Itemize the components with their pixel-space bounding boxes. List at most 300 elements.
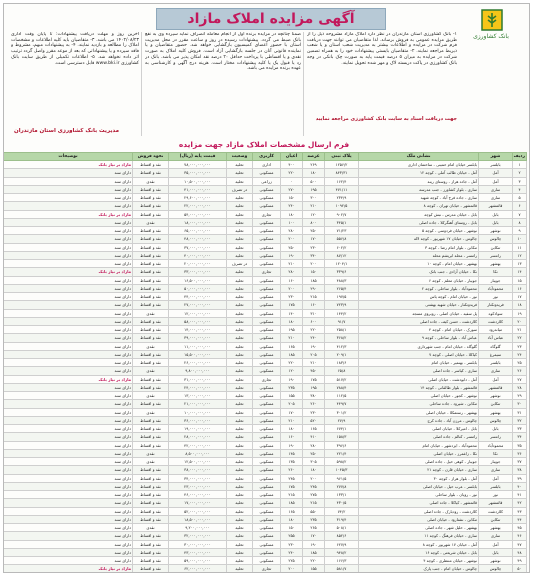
table-cell: دارای سند (4, 334, 133, 342)
table-cell: ۴ (513, 185, 527, 193)
table-cell: ۱۰۰ (281, 218, 303, 226)
table-cell: ۸۵۲/۶ (325, 532, 359, 540)
table-cell: نقد و اقساط (133, 515, 169, 523)
table-cell: نور (479, 491, 513, 499)
table-cell: ۱۸۰ (281, 317, 303, 325)
table-cell: تخلیه (227, 482, 253, 490)
table-cell: ۱۷ (513, 293, 527, 301)
table-cell: ۲۵۰ (303, 449, 325, 457)
table-cell: ۱۸۵ (303, 276, 325, 284)
table-cell: ۴۶ (513, 532, 527, 540)
table-row (4, 515, 527, 523)
table-cell: در تصرف (227, 260, 253, 268)
table-cell: آمل - جاده هراز - روستای رینه (359, 177, 479, 185)
advertisement-page (3, 3, 530, 573)
table-cell: مسکونی (253, 284, 281, 292)
table-cell: ساری (479, 532, 513, 540)
table-cell: مسکونی (253, 433, 281, 441)
table-cell: مسکونی (253, 260, 281, 268)
table-cell: ۲۸۰ (281, 268, 303, 276)
table-row (4, 235, 527, 243)
table-cell: ۲۰۵ (281, 400, 303, 408)
table-cell: ساری (479, 194, 513, 202)
table-cell: نقد و اقساط (133, 210, 169, 218)
table-cell: ۳۲ (513, 416, 527, 424)
table-cell: ۲۶۹ (303, 161, 325, 169)
table-cell: تخلیه (227, 540, 253, 548)
table-cell: آمل - بلوار هراز - کوچه ۳۰ (359, 474, 479, 482)
table-cell: دارای سند (4, 342, 133, 350)
table-cell: مازاد بر نیاز بانک (4, 268, 133, 276)
table-cell: نقد و اقساط (133, 482, 169, 490)
table-cell: ۳۰۱/۲ (325, 408, 359, 416)
table-cell: مسکونی (253, 532, 281, 540)
intro-column-middle: ضمنا چنانچه در مزایده برنده اول از انجام معامله انصراف نماید سپرده وی به نفع بانک ضبط می گردد. پیشنهادات رسیده در روز و ساعت مقرر در محل مدیریت استان با حضور اعضای کمیسیون بازگشایی خواهد شد. حضور متقاضیان و یا نماینده قانونی آنان در جلسه بازگشایی آزاد است. فروش کلیه املاک به صورت نقدی و یا اقساطی با پرداخت حداقل ۲۰ درصد نقد امکان پذیر می باشد. بانک در رد یا قبول یک یا کلیه پیشنهادات مختار است. هزینه درج آگهی و کارشناسی به عهده برنده مزایده می باشد. (145, 32, 301, 72)
table-cell: ۴۸ (513, 548, 527, 556)
table-cell: ۲۹,۶۰۰,۰۰۰,۰۰۰ (169, 194, 227, 202)
table-cell: تخلیه (227, 367, 253, 375)
table-cell: تجاری (253, 210, 281, 218)
table-cell: ۳۱ (513, 408, 527, 416)
table-cell: دارای سند (4, 449, 133, 457)
table-row (4, 375, 527, 383)
table-cell: ۴۷ (513, 540, 527, 548)
table-cell: ۹,۲۰۰,۰۰۰,۰۰۰ (169, 524, 227, 532)
table-cell: نقدی (133, 524, 169, 532)
table-cell: چالوس (479, 416, 513, 424)
table-row (4, 565, 527, 573)
table-cell: ۳۹ (513, 474, 527, 482)
table-cell: تخلیه (227, 276, 253, 284)
table-cell: رامسر - محله ابریشم محله (359, 251, 479, 259)
table-row (4, 557, 527, 565)
column-header: عرصه (303, 153, 325, 161)
table-cell: کلاردشت (479, 317, 513, 325)
table-cell: ۱۸,۵۰۰,۰۰۰,۰۰۰ (169, 515, 227, 523)
table-cell: کلاردشت (479, 507, 513, 515)
table-cell: سوادکوه (479, 309, 513, 317)
table-cell: آمل (479, 177, 513, 185)
table-cell: نقد و اقساط (133, 317, 169, 325)
table-row (4, 408, 527, 416)
table-cell: ۱۵,۵۰۰,۰۰۰,۰۰۰ (169, 350, 227, 358)
table-cell: ۱۵۰ (281, 194, 303, 202)
table-cell: ۱۸۵ (281, 499, 303, 507)
table-cell: تخلیه (227, 235, 253, 243)
table-cell: ۴۰,۰۰۰,۰۰۰,۰۰۰ (169, 251, 227, 259)
table-row (4, 301, 527, 309)
table-cell: ۲۳۰ (303, 408, 325, 416)
table-cell: ۱۴,۰۰۰,۰۰۰,۰۰۰ (169, 326, 227, 334)
table-cell: ۱۲,۵۰۰,۰۰۰,۰۰۰ (169, 458, 227, 466)
table-cell: ۱۶,۵۰۰,۰۰۰,۰۰۰ (169, 276, 227, 284)
table-cell: بهشهر - خیابان امام - کوچه ۱۰ (359, 260, 479, 268)
table-cell: نقد و اقساط (133, 548, 169, 556)
table-cell: قائمشهر - کیاکلا - جاده اصلی (359, 499, 479, 507)
column-header: نحوه فروش (133, 153, 169, 161)
table-cell: تخلیه (227, 309, 253, 317)
table-cell: ۶۲۷/۹ (325, 540, 359, 548)
table-cell: ۱۹۷/۵ (325, 293, 359, 301)
table-cell: ۱۹۰ (281, 375, 303, 383)
table-cell: ۱۶۰ (281, 433, 303, 441)
table-cell: ۱۳,۰۰۰,۰۰۰,۰۰۰ (169, 392, 227, 400)
table-cell: نوشهر (479, 557, 513, 565)
table-cell: ۲۱۰ (281, 334, 303, 342)
table-cell: ۱۲,۰۰۰,۰۰۰,۰۰۰ (169, 309, 227, 317)
table-cell: تخلیه (227, 301, 253, 309)
table-cell: ۳۶ (513, 449, 527, 457)
table-cell: ۴۹ (513, 557, 527, 565)
table-cell: ۱۱۲/۵ (325, 392, 359, 400)
table-cell: نقد و اقساط (133, 227, 169, 235)
table-row (4, 425, 527, 433)
table-cell: مازاد بر نیاز بانک (4, 565, 133, 573)
table-cell: ۱۵۵ (281, 392, 303, 400)
table-cell: نقد و اقساط (133, 540, 169, 548)
table-cell: ساری (479, 367, 513, 375)
table-cell: ۴۴,۰۰۰,۰۰۰,۰۰۰ (169, 293, 227, 301)
table-cell: ۲۲ (513, 334, 527, 342)
table-cell: ۴۰ (513, 482, 527, 490)
table-cell: تخلیه (227, 202, 253, 210)
table-cell: ۶۵,۰۰۰,۰۰۰,۰۰۰ (169, 227, 227, 235)
table-cell: نقدی (133, 408, 169, 416)
table-cell: بهشهر (479, 524, 513, 532)
table-cell: ۲۹ (513, 392, 527, 400)
table-cell: ۱۹۵ (281, 326, 303, 334)
table-cell: نوشهر - خیابان منتظری - کوچه ۴ (359, 557, 479, 565)
table-cell: ۱۲ (513, 251, 527, 259)
table-cell: مسکونی (253, 251, 281, 259)
table-cell: نقد و اقساط (133, 425, 169, 433)
table-cell: محمودآباد (479, 284, 513, 292)
table-cell: بهشهر (479, 260, 513, 268)
table-cell: قائمشهر (479, 383, 513, 391)
table-cell: تخلیه (227, 342, 253, 350)
table-cell: مسکونی (253, 383, 281, 391)
table-cell: سورک - خیابان امام - کوچه ۴ (359, 326, 479, 334)
table-cell: دارای سند (4, 169, 133, 177)
table-cell: مسکونی (253, 185, 281, 193)
table-cell: آمل (479, 169, 513, 177)
table-cell: نقد و اقساط (133, 284, 169, 292)
table-cell: ۵۵۶/۸ (325, 235, 359, 243)
table-cell: ۲۰ (513, 317, 527, 325)
table-cell: ۲۳۰ (303, 243, 325, 251)
table-cell: مسکونی (253, 507, 281, 515)
table-cell: زراعی (253, 177, 281, 185)
table-cell: ۲۸ (513, 383, 527, 391)
table-cell: ۲۰۰ (303, 474, 325, 482)
table-cell: ۲۱۰ (281, 416, 303, 424)
table-cell: دارای سند (4, 474, 133, 482)
table-cell: ۴۶,۰۰۰,۰۰۰,۰۰۰ (169, 491, 227, 499)
table-row (4, 284, 527, 292)
table-cell: ۱۲۰۴/۱ (325, 260, 359, 268)
table-cell: ۴۲,۰۰۰,۰۰۰,۰۰۰ (169, 441, 227, 449)
table-cell: ۵۴,۰۰۰,۰۰۰,۰۰۰ (169, 210, 227, 218)
table-cell: تخلیه (227, 416, 253, 424)
table-cell: ۱۱ (513, 243, 527, 251)
column-header: توضیحات (4, 153, 133, 161)
table-cell: نقد و اقساط (133, 416, 169, 424)
table-cell: تخلیه (227, 400, 253, 408)
table-cell: ۱۹۵ (303, 185, 325, 193)
table-cell: دارای سند (4, 400, 133, 408)
table-cell: نقد و اقساط (133, 565, 169, 573)
table-cell: ۲۲۰ (303, 326, 325, 334)
table-cell: نقدی (133, 449, 169, 457)
table-cell: نقد و اقساط (133, 557, 169, 565)
table-cell: ۵۸,۰۰۰,۰۰۰,۰۰۰ (169, 317, 227, 325)
table-cell: تخلیه (227, 284, 253, 292)
table-cell: تخلیه (227, 491, 253, 499)
table-cell: دارای سند (4, 540, 133, 548)
column-header: قیمت پایه (ریال) (169, 153, 227, 161)
table-cell: ۳۹,۰۰۰,۰۰۰,۰۰۰ (169, 334, 227, 342)
table-row (4, 507, 527, 515)
table-cell: ۲۷۰ (281, 185, 303, 193)
table-row (4, 169, 527, 177)
table-cell: عباس آباد - بلوار ساحلی - کوچه ۹ (359, 334, 479, 342)
table-cell: ۹۰۲/۷ (325, 210, 359, 218)
table-cell: مسکونی (253, 359, 281, 367)
table-cell: ۱۷۰ (281, 408, 303, 416)
table-row (4, 293, 527, 301)
table-cell: ۵۲,۰۰۰,۰۰۰,۰۰۰ (169, 507, 227, 515)
table-row (4, 202, 527, 210)
table-cell: مسکونی (253, 458, 281, 466)
table-cell: نقدی (133, 392, 169, 400)
table-cell: مازاد بر نیاز بانک (4, 210, 133, 218)
table-cell: بابل - خیابان شریعتی - کوچه ۱۶ (359, 548, 479, 556)
table-cell: تخلیه (227, 227, 253, 235)
table-cell: بابل - روستای آهنگرکلا - جاده اصلی (359, 218, 479, 226)
table-cell: ۱۸۰ (303, 169, 325, 177)
table-cell: ۲۸,۰۰۰,۰۰۰,۰۰۰ (169, 433, 227, 441)
table-cell: ۱۶۰ (281, 276, 303, 284)
table-row (4, 326, 527, 334)
table-cell: ۳۵,۰۰۰,۰۰۰,۰۰۰ (169, 169, 227, 177)
table-cell: ۷۸۸/۴ (325, 383, 359, 391)
table-cell: ۲۴۰ (281, 202, 303, 210)
table-cell: تخلیه (227, 557, 253, 565)
table-cell: مسکونی (253, 276, 281, 284)
table-cell: ۱۵۸/۳ (325, 433, 359, 441)
table-cell: مسکونی (253, 540, 281, 548)
table-cell: نقد و اقساط (133, 334, 169, 342)
table-cell: ۲۱۵ (303, 293, 325, 301)
table-cell: دارای سند (4, 458, 133, 466)
table-cell: ۱۵ (513, 276, 527, 284)
table-cell: ۱۶۵ (303, 425, 325, 433)
table-cell: نوشهر - کجور - خیابان اصلی (359, 392, 479, 400)
table-cell: مسکونی (253, 400, 281, 408)
table-cell: ۵۰۰ (303, 177, 325, 185)
table-cell: آمل - خیابان ۱۷ شهریور - کوچه ۸ (359, 540, 479, 548)
table-cell: ۲۷/۹ (325, 416, 359, 424)
table-cell: ۵۰۸/۱ (325, 524, 359, 532)
table-cell: تخلیه (227, 359, 253, 367)
table-cell: تخلیه (227, 425, 253, 433)
wheat-icon (479, 7, 505, 33)
table-cell: چالوس - خیابان ۱۷ شهریور - کوچه لاله (359, 235, 479, 243)
table-cell: نقد و اقساط (133, 235, 169, 243)
table-cell: ۲۰۰ (281, 235, 303, 243)
column-header: پلاک ثبتی (325, 153, 359, 161)
table-cell: ۲۸۰ (281, 227, 303, 235)
table-cell: ۲۵۸/۱ (325, 326, 359, 334)
table-cell: ۱۷۵ (281, 482, 303, 490)
table-cell: قائمشهر - بلوار طالقانی - کوچه ۱۴ (359, 383, 479, 391)
table-cell: بابل (479, 218, 513, 226)
table-cell: مسکونی (253, 515, 281, 523)
table-cell: ۳۰۰ (303, 194, 325, 202)
table-cell: ۲۱۰ (281, 260, 303, 268)
table-cell: ۳۱۰ (303, 309, 325, 317)
table-row (4, 482, 527, 490)
table-row (4, 317, 527, 325)
column-divider (141, 32, 142, 136)
table-cell: ۲۰۵ (303, 350, 325, 358)
table-cell: تخلیه (227, 565, 253, 573)
table-cell: بهشهر (479, 408, 513, 416)
table-cell: نکا - خیابان آزادی - جنب بانک (359, 268, 479, 276)
table-cell: ۱۰ (513, 235, 527, 243)
table-cell: تخلیه (227, 515, 253, 523)
table-cell: رامسر (479, 433, 513, 441)
table-cell: ۴۱۰ (303, 433, 325, 441)
table-row (4, 309, 527, 317)
table-cell: ۲۴۵ (303, 482, 325, 490)
table-cell: دارای سند (4, 367, 133, 375)
table-cell: ۱۹۰ (303, 342, 325, 350)
properties-table (3, 152, 527, 573)
table-cell: ۷۲۳/۹ (325, 301, 359, 309)
table-cell: ۱۷,۰۰۰,۰۰۰,۰۰۰ (169, 499, 227, 507)
table-cell: بابل - امیرکلا - خیابان اصلی (359, 425, 479, 433)
table-title: فرم ارسال مشخصات املاک مازاد جهت مزایده (178, 140, 350, 149)
table-cell: سیمرغ (479, 350, 513, 358)
table-cell: محمودآباد (479, 441, 513, 449)
table-row (4, 218, 527, 226)
table-cell: تخلیه (227, 441, 253, 449)
table-cell: ۱۶۵ (281, 507, 303, 515)
table-cell: جویبار - کوهی خیل - جاده اصلی (359, 458, 479, 466)
table-cell: دارای سند (4, 383, 133, 391)
table-cell: تخلیه (227, 532, 253, 540)
table-cell: جویبار (479, 458, 513, 466)
table-cell: ۳۴۵/۱ (325, 218, 359, 226)
table-cell: نقد و اقساط (133, 350, 169, 358)
table-cell: تخلیه (227, 194, 253, 202)
table-cell: در تصرف (227, 185, 253, 193)
table-cell: نور (479, 293, 513, 301)
table-cell: نقد و اقساط (133, 491, 169, 499)
column-header: اعیان (281, 153, 303, 161)
table-cell: تخلیه (227, 350, 253, 358)
table-cell: تخلیه (227, 210, 253, 218)
table-cell: تنکابن - شیرود - جاده ساحلی (359, 400, 479, 408)
table-cell: تخلیه (227, 458, 253, 466)
table-cell: دارای سند (4, 515, 133, 523)
table-cell: دارای سند (4, 227, 133, 235)
table-row (4, 441, 527, 449)
table-cell: ۲۵۰ (281, 243, 303, 251)
table-cell: مسکونی (253, 326, 281, 334)
bank-name: بانک کشاورزی (473, 33, 509, 40)
table-cell: مسکونی (253, 218, 281, 226)
table-cell: مازاد بر نیاز بانک (4, 161, 133, 169)
table-row (4, 350, 527, 358)
table-cell: دارای سند (4, 284, 133, 292)
table-cell: ۵۸۱/۷ (325, 565, 359, 573)
table-cell: ۲۷,۰۰۰,۰۰۰,۰۰۰ (169, 301, 227, 309)
table-row (4, 268, 527, 276)
table-cell: تجاری (253, 565, 281, 573)
table-cell: نقد و اقساط (133, 194, 169, 202)
table-cell: تجاری (253, 375, 281, 383)
table-cell: چالوس - مرزن آباد - جاده کرج (359, 416, 479, 424)
table-cell: تخلیه (227, 499, 253, 507)
table-cell: نقد و اقساط (133, 326, 169, 334)
table-cell: مازاد بر نیاز بانک (4, 375, 133, 383)
table-cell: تخلیه (227, 548, 253, 556)
table-cell: ۵۹,۰۰۰,۰۰۰,۰۰۰ (169, 557, 227, 565)
table-cell: ۱۰۹۲/۵ (325, 202, 359, 210)
table-row (4, 243, 527, 251)
table-cell: ۸ (513, 218, 527, 226)
table-row (4, 194, 527, 202)
table-cell: تخلیه (227, 383, 253, 391)
table-cell: نقد و اقساط (133, 400, 169, 408)
table-cell: دارای سند (4, 251, 133, 259)
table-cell: دارای سند (4, 202, 133, 210)
table-cell: ۲۱ (513, 326, 527, 334)
table-cell: مسکونی (253, 169, 281, 177)
table-cell: ۲۷۵ (303, 491, 325, 499)
table-cell: مسکونی (253, 449, 281, 457)
table-cell: دارای سند (4, 276, 133, 284)
table-cell: دارای سند (4, 185, 133, 193)
table-cell: دارای سند (4, 507, 133, 515)
table-cell: ۲۵ (513, 359, 527, 367)
page-title: آگهی مزایده املاک مازاد (156, 8, 386, 30)
table-cell: ۲۰۹/۱ (325, 350, 359, 358)
table-cell: ۳ (513, 177, 527, 185)
bank-logo (459, 7, 523, 43)
table-cell: دارای سند (4, 499, 133, 507)
table-cell: مسکونی (253, 482, 281, 490)
table-row (4, 342, 527, 350)
table-cell: دارای سند (4, 301, 133, 309)
table-cell: دارای سند (4, 260, 133, 268)
table-cell: ۱۸ (513, 301, 527, 309)
table-cell: نقد و اقساط (133, 301, 169, 309)
table-cell: ۴۷۱/۱۱ (325, 185, 359, 193)
table-cell: دارای سند (4, 408, 133, 416)
table-cell: ۱۴۰ (281, 309, 303, 317)
table-cell: نقدی (133, 218, 169, 226)
table-cell: ۲۸۰ (303, 441, 325, 449)
table-cell: ۱۶۶/۳ (325, 557, 359, 565)
table-cell: ۱۶۲/۴ (325, 177, 359, 185)
table-cell: مسکونی (253, 524, 281, 532)
table-cell: جویبار (479, 276, 513, 284)
table-cell: ۱۷۵ (303, 375, 325, 383)
table-row (4, 466, 527, 474)
